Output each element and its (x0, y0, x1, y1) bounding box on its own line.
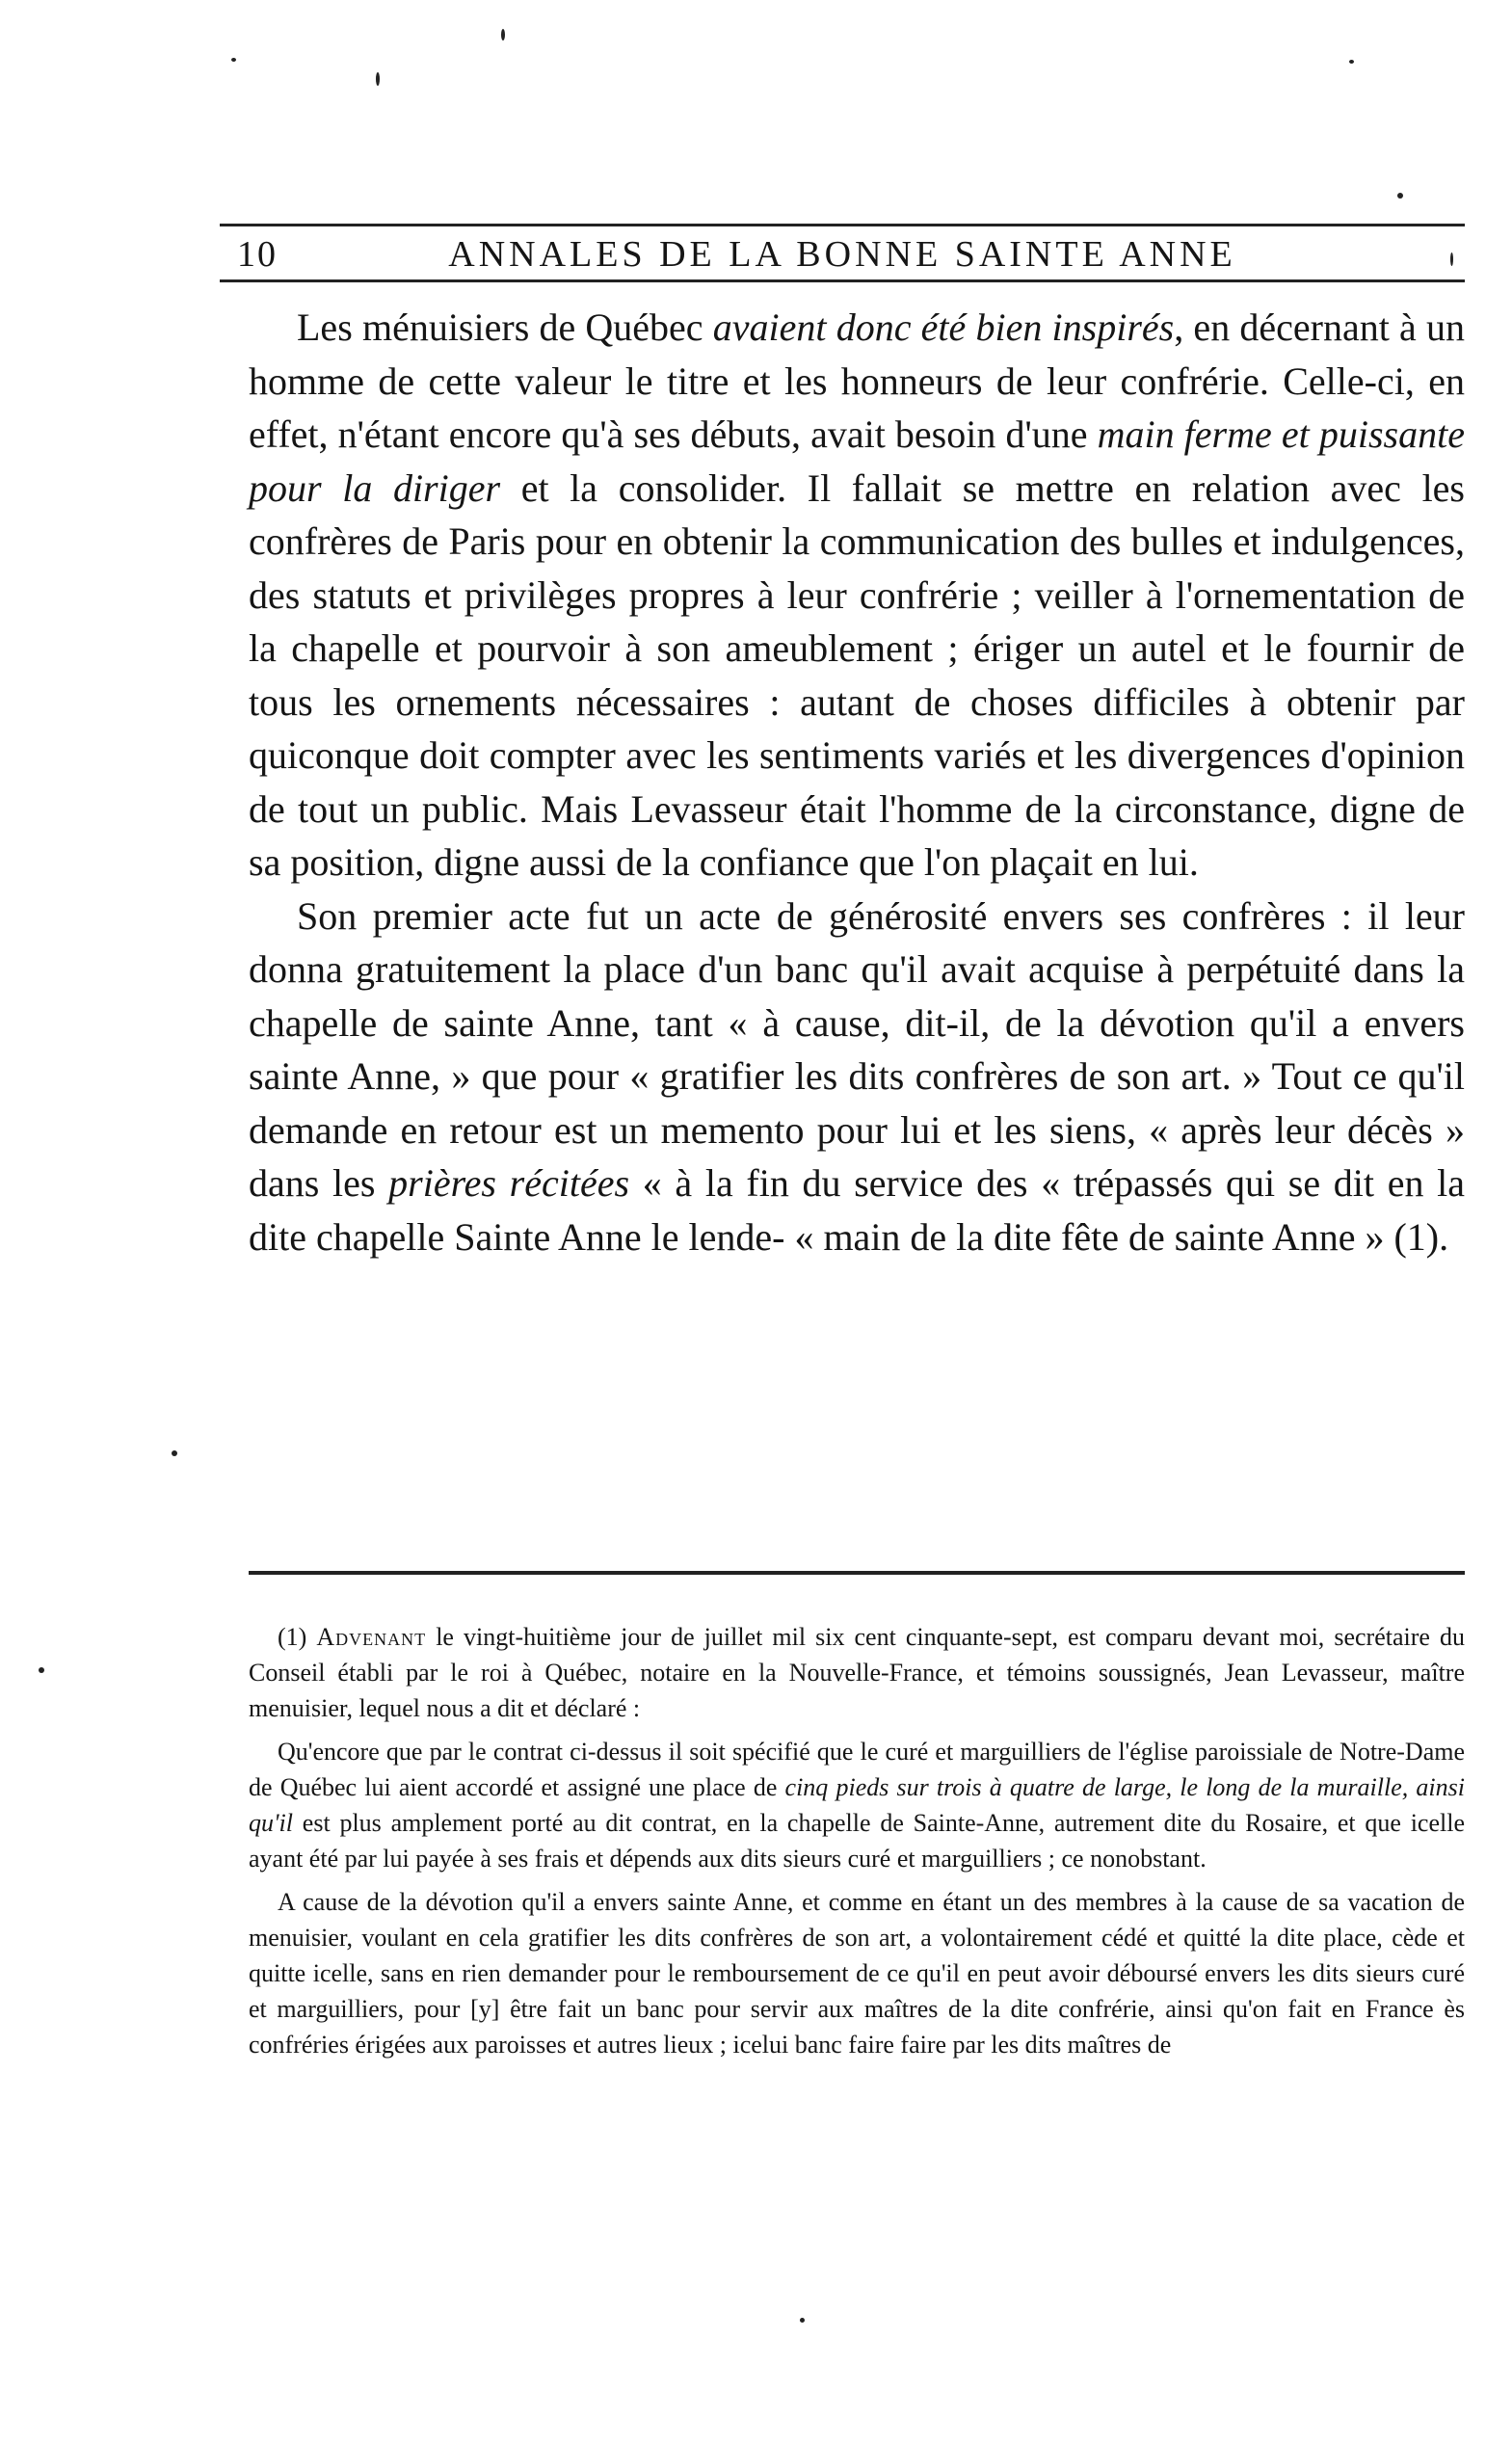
page-number: 10 (237, 234, 278, 275)
footnote-paragraph (249, 1734, 1465, 1876)
scan-speck (1397, 193, 1403, 199)
scan-speck (172, 1450, 177, 1456)
body-paragraph (249, 890, 1465, 1264)
text-run: A cause de la dévotion qu'il a envers sainte Anne, et comme en étant un des membres à la cause de sa vacation de menuisier, voulant en cela gratifier les dits confrères de son art, a volontairement cédé et quitté la dite place, cède et quitte icelle, sans en rien demander pour le remboursement de ce qu'il en peut avoir déboursé envers les dits sieurs curé et marguilliers, pour [y] être fait un banc pour servir aux maîtres de la dite confrérie, ainsi qu'on fait en France ès confréries érigées aux paroisses et autres lieux ; icelui banc faire faire par les dits maîtres de (249, 1888, 1465, 2059)
text-run: « à la fin du service des « trépassés qui se dit en la dite chapelle Sainte Anne le lende- « main de la dite fête de sainte Anne » (1). (249, 1161, 1465, 1259)
text-run: , en décernant à un homme de cette valeur le titre et les honneurs de leur confrérie. Celle-ci, en effet, n'étant encore qu'à ses débuts, avait besoin d'une (249, 306, 1465, 456)
scan-speck (39, 1667, 44, 1673)
italic-text: cinq pieds sur trois à quatre de large, le long de la muraille, ainsi qu'il (249, 1773, 1465, 1837)
footnotes (249, 1619, 1465, 2070)
text-run: Advenant (316, 1623, 427, 1651)
header-top-rule (220, 224, 1465, 226)
running-title: ANNALES DE LA BONNE SAINTE ANNE (448, 234, 1236, 275)
footnote-paragraph (249, 1619, 1465, 1726)
text-run: et la consolider. Il fallait se mettre en relation avec les confrères de Paris pour en obtenir la communication des bulles et indulgences, des statuts et privilèges propres à leur confrérie ; veiller à l'ornementation de la chapelle et pourvoir à son ameublement ; ériger un autel et le fournir de tous les ornements nécessaires : autant de choses difficiles à obtenir par quiconque doit compter avec les sentiments variés et les divergences d'opinion de tout un public. Mais Levasseur était l'homme de la circonstance, digne de sa position, digne aussi de la confiance que l'on plaçait en lui. (249, 465, 1465, 884)
header-bottom-rule (220, 279, 1465, 282)
main-text (249, 301, 1465, 1263)
scan-speck (231, 58, 236, 62)
scan-speck (376, 72, 380, 86)
scan-speck (800, 2318, 805, 2323)
footnote-paragraph (249, 1884, 1465, 2062)
text-run: Son premier acte fut un acte de générosité envers ses confrères : il leur donna gratuitement la place d'un banc qu'il avait acquise à perpétuité dans la chapelle de sainte Anne, tant « à cause, dit-il, de la dévotion qu'il a envers sainte Anne, » que pour « gratifier les dits confrères de son art. » Tout ce qu'il demande en retour est un memento pour lui et les siens, « après leur décès » dans les (249, 893, 1465, 1205)
text-run: Qu'encore que par le contrat ci-dessus il soit spécifié que le curé et marguilliers de l'église paroissiale de Notre-Dame de Québec lui aient accordé et assigné une place de (249, 1738, 1465, 1801)
scan-speck (501, 29, 505, 40)
text-run: Les ménuisiers de Québec (297, 306, 713, 349)
italic-text: avaient donc été bien inspirés (712, 306, 1175, 349)
text-run: le vingt-huitième jour de juillet mil six cent cinquante-sept, est comparu devant moi, secrétaire du Conseil établi par le roi à Québec, notaire en la Nouvelle-France, et témoins soussignés, Jean Levasseur, maître menuisier, lequel nous a dit et déclaré : (249, 1623, 1465, 1722)
footnote-separator-rule (249, 1571, 1465, 1575)
italic-text: prières récitées (388, 1161, 630, 1205)
text-run: est plus amplement porté au dit contrat, en la chapelle de Sainte-Anne, autrement dite du Rosaire, et que icelle ayant été par lui payée à ses frais et dépends aux dits sieurs curé et marguilliers ; ce nonobstant. (249, 1809, 1465, 1873)
body-paragraph (249, 301, 1465, 890)
running-header (220, 224, 1465, 281)
scan-speck (1349, 60, 1354, 64)
italic-text: main ferme et puissante pour la diriger (249, 412, 1465, 510)
text-run: (1) (278, 1623, 317, 1651)
